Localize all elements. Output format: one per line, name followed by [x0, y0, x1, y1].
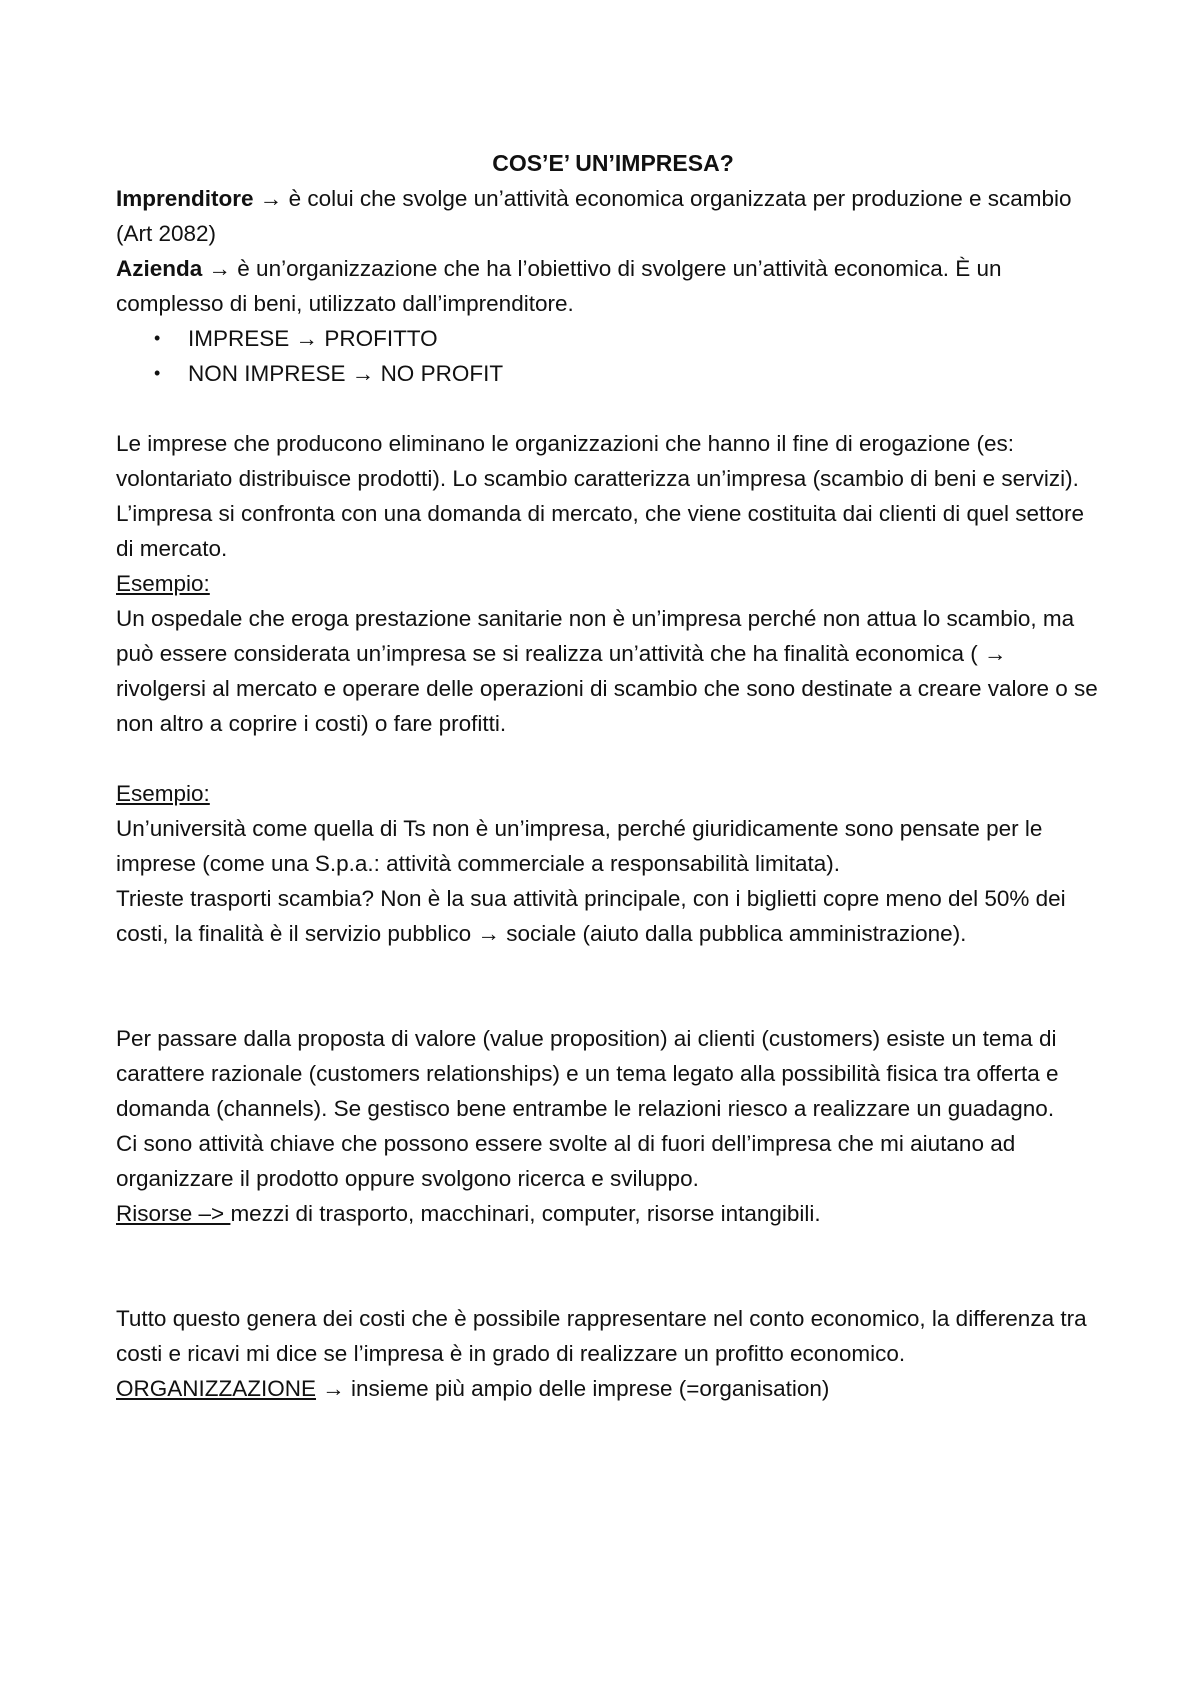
bullet-right: PROFITTO [324, 326, 438, 351]
definition-imprenditore [116, 181, 1100, 251]
term-azienda: Azienda [116, 256, 203, 281]
paragraph-attivita-chiave: Ci sono attività chiave che possono essere svolte al di fuori dell’impresa che mi aiutano ad organizzare il prodotto oppure svolgono ricerca e sviluppo. [116, 1131, 1016, 1191]
paragraph-costi: Tutto questo genera dei costi che è possibile rappresentare nel conto economico, la differenza tra costi e ricavi mi dice se l’impresa è in grado di realizzare un profitto economico. [116, 1306, 1087, 1366]
example-trieste-text: Trieste trasporti scambia? Non è la sua attività principale, con i biglietti copre meno del 50% dei costi, la finalità è il servizio pubblico [116, 886, 1066, 946]
arrow-right-icon: → [351, 361, 375, 386]
example-trieste-trasporti [116, 881, 1100, 951]
example-ospedale-text: Un ospedale che eroga prestazione sanitarie non è un’impresa perché non attua lo scambio, ma può essere considerata un’impresa se si realizza un’attività che ha finalità economica ( [116, 606, 1075, 666]
definition-imprenditore-text: è colui che svolge un’attività economica organizzata per produzione e scambio (Art 2082) [116, 186, 1072, 246]
spacer [116, 1231, 1100, 1301]
arrow-right-icon: → [983, 641, 1007, 666]
paragraph-imprese: Le imprese che producono eliminano le organizzazioni che hanno il fine di erogazione (es: volontariato distribuisce prodotti). Lo scambio caratterizza un’impresa (scambio di beni e servizi). [116, 431, 1079, 491]
bullet-right: NO PROFIT [380, 361, 504, 386]
organizzazione-text: insieme più ampio delle imprese (=organisation) [351, 1376, 830, 1401]
arrow-right-icon: → [295, 326, 319, 351]
example-ospedale-text-after: rivolgersi al mercato e operare delle operazioni di scambio che sono destinate a creare valore o se non altro a coprire i costi) o fare profitti. [116, 676, 1098, 736]
paragraph-domanda: L’impresa si confronta con una domanda di mercato, che viene costituita dai clienti di quel settore di mercato. [116, 501, 1085, 561]
bullet-list [116, 321, 1100, 391]
example-label: Esempio: [116, 781, 210, 806]
page-title: COS’E’ UN’IMPRESA? [492, 150, 734, 176]
arrow-right-icon: → [208, 256, 232, 281]
definition-azienda-text: è un’organizzazione che ha l’obiettivo di svolgere un’attività economica. È un complesso di beni, utilizzato dall’imprenditore. [116, 256, 1002, 316]
arrow-right-icon: → [259, 186, 283, 211]
bullet-icon: • [154, 328, 161, 348]
risorse-text: mezzi di trasporto, macchinari, computer, risorse intangibili. [230, 1201, 821, 1226]
bullet-icon: • [154, 363, 161, 383]
paragraph-risorse [116, 1196, 1100, 1231]
spacer [116, 951, 1100, 1021]
example-trieste-text-after: sociale (aiuto dalla pubblica amministrazione). [506, 921, 967, 946]
example-label: Esempio: [116, 571, 210, 596]
arrow-right-icon: → [477, 921, 500, 946]
list-item [154, 356, 1100, 391]
example-universita: Un’università come quella di Ts non è un’impresa, perché giuridicamente sono pensate per le imprese (come una S.p.a.: attività commerciale a responsabilità limitata). [116, 816, 1043, 876]
list-item [154, 321, 1100, 356]
definition-azienda [116, 251, 1100, 321]
term-imprenditore: Imprenditore [116, 186, 254, 211]
spacer [116, 741, 1100, 776]
organizzazione-label: ORGANIZZAZIONE [116, 1376, 317, 1401]
paragraph-organizzazione [116, 1371, 1100, 1406]
spacer [116, 391, 1100, 426]
arrow-right-icon: → [322, 1376, 345, 1401]
bullet-left: IMPRESE [188, 326, 290, 351]
bullet-left: NON IMPRESE [188, 361, 346, 386]
paragraph-value-proposition: Per passare dalla proposta di valore (value proposition) ai clienti (customers) esiste un tema di carattere razionale (customers relationships) e un tema legato alla possibilità fisica tra offerta e domanda (channels). Se gestisco bene entrambe le relazioni riesco a realizzare un guadagno. [116, 1026, 1059, 1121]
risorse-label: Risorse –> [116, 1201, 231, 1226]
example-ospedale [116, 601, 1100, 741]
